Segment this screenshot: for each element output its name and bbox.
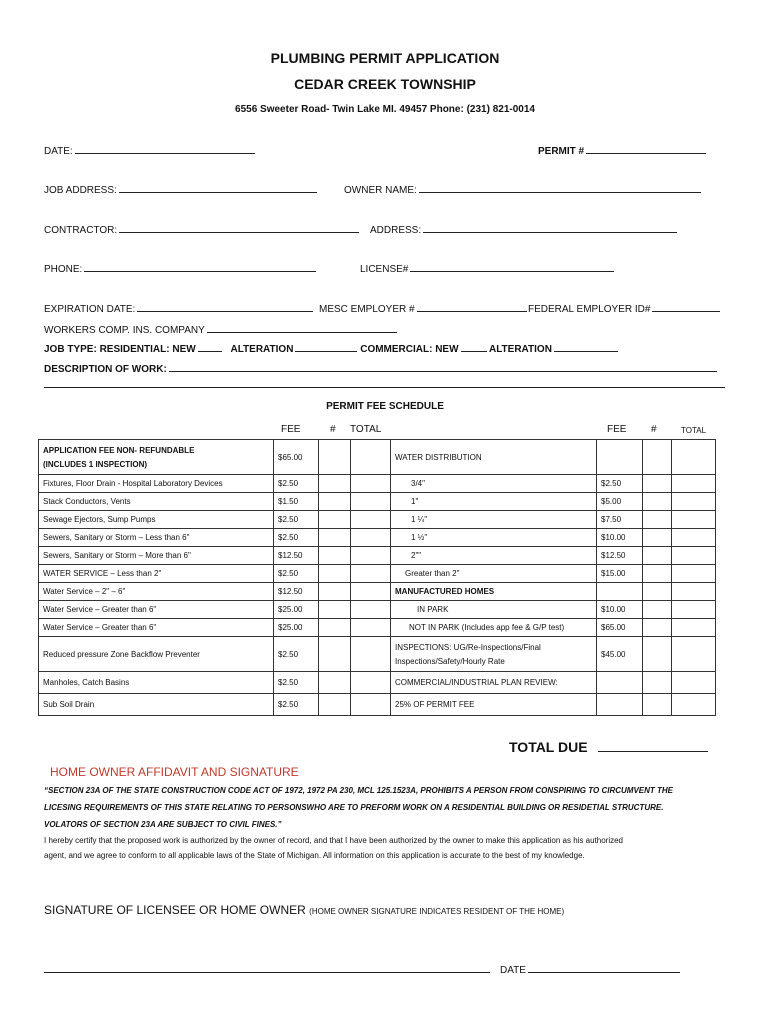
fee-header-right: FEE [607, 424, 627, 435]
contractor-address-field[interactable] [370, 222, 677, 236]
alteration-label: ALTERATION [230, 344, 294, 355]
fee-value-right [597, 440, 643, 475]
affidavit-heading: HOME OWNER AFFIDAVIT AND SIGNATURE [50, 765, 299, 779]
count-cell-right[interactable] [643, 493, 672, 511]
fee-value-right: $10.00 [597, 601, 643, 619]
permit-number-field[interactable] [538, 143, 706, 157]
count-cell-right[interactable] [643, 637, 672, 672]
fee-item-label-right [391, 529, 597, 547]
total-cell[interactable] [351, 583, 391, 601]
description-line-2[interactable] [44, 387, 725, 388]
mesc-label: MESC EMPLOYER # [319, 304, 415, 315]
fee-item-label [39, 529, 274, 547]
count-cell-right[interactable] [643, 529, 672, 547]
signature-date-line [528, 962, 680, 973]
date-line [75, 143, 255, 154]
fee-item-label [39, 619, 274, 637]
fee-item-label-right [391, 475, 597, 493]
fee-item-text: Stack Conductors, Vents [43, 497, 131, 506]
count-cell-right[interactable] [643, 565, 672, 583]
count-cell-right[interactable] [643, 547, 672, 565]
fee-value: $2.50 [274, 637, 319, 672]
fee-row [39, 619, 716, 637]
federal-line [652, 301, 720, 312]
total-cell-right[interactable] [672, 583, 716, 601]
fee-row [39, 637, 716, 672]
total-cell[interactable] [351, 694, 391, 716]
fee-item-text: Water Service – Greater than 6" [43, 623, 157, 632]
fee-item-label-right [391, 694, 597, 716]
alteration-line [295, 341, 357, 352]
num-header: # [330, 424, 336, 435]
fee-item-text: WATER SERVICE – Less than 2" [43, 569, 162, 578]
permit-label: PERMIT # [538, 146, 585, 157]
expiration-line [137, 301, 313, 312]
count-cell[interactable] [319, 547, 351, 565]
fee-row [39, 529, 716, 547]
count-cell-right[interactable] [643, 672, 672, 694]
fee-item-label-right [391, 619, 597, 637]
permit-line [586, 143, 706, 154]
fee-item-text: Sewers, Sanitary or Storm – Less than 6" [43, 533, 190, 542]
total-cell[interactable] [351, 637, 391, 672]
affidavit-line-2: LICESING REQUIREMENTS OF THIS STATE RELATING TO PERSONSWHO ARE TO PREFORM WORK ON A RESIDENTIAL BUILDING OR RESIDETIAL STRUCTURE. [44, 803, 664, 812]
license-field[interactable] [360, 261, 614, 275]
mesc-employer-field[interactable] [319, 301, 527, 315]
license-label: LICENSE# [360, 264, 409, 275]
fee-row [39, 511, 716, 529]
count-cell-right[interactable] [643, 475, 672, 493]
phone-line [84, 261, 316, 272]
commercial-new-label: COMMERCIAL: NEW [360, 344, 459, 355]
total-cell-right[interactable] [672, 475, 716, 493]
fee-item-text-right: MANUFACTURED HOMES [395, 587, 495, 596]
total-cell-right[interactable] [672, 694, 716, 716]
owner-name-line [419, 182, 701, 193]
fee-row [39, 601, 716, 619]
expiration-date-field[interactable] [44, 301, 313, 315]
fee-item-text-right: WATER DISTRIBUTION [395, 452, 482, 462]
total-cell[interactable] [351, 565, 391, 583]
total-cell-right[interactable] [672, 440, 716, 475]
count-cell[interactable] [319, 511, 351, 529]
fee-value-right: $7.50 [597, 511, 643, 529]
residential-new-line [198, 341, 222, 352]
total-cell-right[interactable] [672, 637, 716, 672]
job-address-line [119, 182, 317, 193]
description-line [169, 361, 717, 372]
fee-value: $2.50 [274, 475, 319, 493]
signature-line[interactable] [44, 972, 490, 973]
count-cell[interactable] [319, 583, 351, 601]
fee-item-text: Manholes, Catch Basins [43, 678, 130, 687]
fee-item-text-right: INSPECTIONS: UG/Re-Inspections/Final [395, 642, 541, 652]
job-type-field[interactable] [44, 341, 618, 355]
fee-item-text-right: IN PARK [417, 605, 449, 614]
fee-value-right: $45.00 [597, 637, 643, 672]
fee-value: $2.50 [274, 672, 319, 694]
fee-item-label [39, 601, 274, 619]
num-header-right: # [651, 424, 657, 435]
phone-field[interactable] [44, 261, 316, 275]
count-cell[interactable] [319, 565, 351, 583]
total-cell[interactable] [351, 672, 391, 694]
commercial-new-line [461, 341, 487, 352]
fee-item-text: Water Service – Greater than 6" [43, 605, 157, 614]
fee-item-text-2: (INCLUDES 1 INSPECTION) [43, 459, 148, 469]
contractor-field[interactable] [44, 222, 359, 236]
fee-value-right: $5.00 [597, 493, 643, 511]
count-cell-right[interactable] [643, 440, 672, 475]
workers-comp-field[interactable] [44, 322, 397, 336]
alteration2-label: ALTERATION [488, 344, 552, 355]
fee-row [39, 547, 716, 565]
fee-item-text: APPLICATION FEE NON- REFUNDABLE [43, 445, 195, 455]
fee-item-text-right: COMMERCIAL/INDUSTRIAL PLAN REVIEW: [395, 678, 558, 687]
count-cell-right[interactable] [643, 601, 672, 619]
fee-item-text-right: 25% OF PERMIT FEE [395, 700, 475, 709]
fee-item-label-right [391, 601, 597, 619]
count-cell[interactable] [319, 475, 351, 493]
total-header-right: TOTAL [681, 426, 707, 435]
total-cell-right[interactable] [672, 619, 716, 637]
fee-item-label-right [391, 583, 597, 601]
fee-item-text-right-2: Inspections/Safety/Hourly Rate [395, 656, 505, 666]
fee-row [39, 672, 716, 694]
fee-item-label [39, 440, 274, 475]
fee-value: $25.00 [274, 601, 319, 619]
total-cell[interactable] [351, 619, 391, 637]
workers-comp-line [207, 322, 397, 333]
fee-value-right: $2.50 [597, 475, 643, 493]
fee-item-label-right [391, 493, 597, 511]
fee-item-text-right: 1 ½" [411, 533, 428, 542]
count-cell[interactable] [319, 440, 351, 475]
total-cell-right[interactable] [672, 672, 716, 694]
form-title: PLUMBING PERMIT APPLICATION [270, 50, 500, 66]
signature-label: SIGNATURE OF LICENSEE OR HOME OWNER [44, 903, 306, 917]
contractor-label: CONTRACTOR: [44, 225, 118, 236]
fee-item-label [39, 511, 274, 529]
certification-line-2: agent, and we agree to conform to all applicable laws of the State of Michigan. All information on this application is accurate to the best of my knowledge. [44, 851, 585, 860]
fee-item-label [39, 583, 274, 601]
expiration-label: EXPIRATION DATE: [44, 304, 136, 315]
total-cell-right[interactable] [672, 547, 716, 565]
fee-item-label [39, 637, 274, 672]
phone-label: PHONE: [44, 264, 83, 275]
total-cell[interactable] [351, 601, 391, 619]
fee-item-text: Sub Soil Drain [43, 700, 95, 709]
count-cell-right[interactable] [643, 583, 672, 601]
mesc-line [417, 301, 527, 312]
owner-name-field[interactable] [344, 182, 701, 196]
total-cell[interactable] [351, 529, 391, 547]
fee-value-right: $15.00 [597, 565, 643, 583]
total-due-label: TOTAL DUE [509, 739, 588, 755]
fee-item-label-right [391, 440, 597, 475]
total-cell[interactable] [351, 440, 391, 475]
fee-value: $2.50 [274, 529, 319, 547]
fee-value-right [597, 694, 643, 716]
fee-row [39, 565, 716, 583]
fee-item-label [39, 694, 274, 716]
fee-item-text: Water Service – 2" – 6" [43, 587, 126, 596]
date-label: DATE: [44, 146, 73, 157]
signature-date-label: DATE [500, 965, 526, 976]
fee-value: $12.50 [274, 583, 319, 601]
fee-header: FEE [281, 424, 301, 435]
license-line [410, 261, 614, 272]
fee-schedule-table [38, 439, 716, 716]
signature-note: (HOME OWNER SIGNATURE INDICATES RESIDENT OF THE HOME) [309, 907, 565, 916]
fee-item-text-right: NOT IN PARK (Includes app fee & G/P test) [409, 623, 565, 632]
contractor-address-line [423, 222, 677, 233]
owner-name-label: OWNER NAME: [344, 185, 417, 196]
fee-value: $65.00 [274, 440, 319, 475]
total-cell[interactable] [351, 547, 391, 565]
count-cell[interactable] [319, 619, 351, 637]
total-cell-right[interactable] [672, 565, 716, 583]
contractor-address-label: ADDRESS: [370, 225, 422, 236]
fee-value: $25.00 [274, 619, 319, 637]
fee-item-text-right: Greater than 2" [405, 569, 460, 578]
signature-date-field[interactable] [500, 962, 680, 976]
fee-row [39, 493, 716, 511]
total-cell-right[interactable] [672, 529, 716, 547]
signature-heading [44, 903, 564, 917]
fee-item-label-right [391, 672, 597, 694]
job-type-label: JOB TYPE: RESIDENTIAL: NEW [44, 344, 196, 355]
total-due-line [598, 737, 708, 752]
fee-item-text: Sewage Ejectors, Sump Pumps [43, 515, 156, 524]
count-cell-right[interactable] [643, 511, 672, 529]
fee-value-right: $10.00 [597, 529, 643, 547]
job-address-field[interactable] [44, 182, 317, 196]
fee-value-right [597, 672, 643, 694]
fee-item-text-right: 3/4" [411, 479, 425, 488]
total-cell[interactable] [351, 511, 391, 529]
description-label: DESCRIPTION OF WORK: [44, 364, 167, 375]
count-cell[interactable] [319, 672, 351, 694]
affidavit-line-1: “SECTION 23A OF THE STATE CONSTRUCTION CODE ACT OF 1972, 1972 PA 230, MCL 125.1523A, PROHIBITS A PERSON FROM CONSPIRING TO CIRCUMVENT THE [44, 786, 673, 795]
federal-label: FEDERAL EMPLOYER ID# [528, 304, 651, 315]
total-cell-right[interactable] [672, 511, 716, 529]
fee-item-label-right [391, 511, 597, 529]
fee-item-label [39, 547, 274, 565]
total-cell-right[interactable] [672, 493, 716, 511]
fee-value-right: $12.50 [597, 547, 643, 565]
fee-item-text: Fixtures, Floor Drain - Hospital Laboratory Devices [43, 479, 223, 488]
township-address: 6556 Sweeter Road- Twin Lake MI. 49457 Phone: (231) 821-0014 [235, 104, 535, 115]
fee-value-right [597, 583, 643, 601]
total-cell[interactable] [351, 493, 391, 511]
date-field[interactable] [44, 143, 255, 157]
fee-item-label-right [391, 637, 597, 672]
fee-item-label [39, 493, 274, 511]
schedule-title: PERMIT FEE SCHEDULE [326, 401, 444, 412]
count-cell[interactable] [319, 493, 351, 511]
fee-value-right: $65.00 [597, 619, 643, 637]
alteration2-line [554, 341, 618, 352]
total-cell-right[interactable] [672, 601, 716, 619]
count-cell[interactable] [319, 601, 351, 619]
count-cell[interactable] [319, 637, 351, 672]
fee-value: $2.50 [274, 511, 319, 529]
count-cell[interactable] [319, 694, 351, 716]
description-field[interactable] [44, 361, 717, 375]
job-address-label: JOB ADDRESS: [44, 185, 117, 196]
fee-value: $2.50 [274, 565, 319, 583]
fee-item-label [39, 565, 274, 583]
fee-item-text-right: 1 ¼" [411, 515, 428, 524]
fee-item-label-right [391, 565, 597, 583]
count-cell-right[interactable] [643, 619, 672, 637]
count-cell-right[interactable] [643, 694, 672, 716]
fee-value: $1.50 [274, 493, 319, 511]
affidavit-line-3: VOLATORS OF SECTION 23A ARE SUBJECT TO CIVIL FINES.” [44, 820, 282, 829]
fee-row [39, 583, 716, 601]
federal-employer-field[interactable] [528, 301, 720, 315]
fee-value: $2.50 [274, 694, 319, 716]
fee-item-label [39, 475, 274, 493]
fee-item-text-right: 2"" [411, 551, 422, 560]
count-cell[interactable] [319, 529, 351, 547]
workers-comp-label: WORKERS COMP. INS. COMPANY [44, 325, 205, 336]
fee-row [39, 440, 716, 475]
fee-item-text: Reduced pressure Zone Backflow Preventer [43, 649, 200, 659]
fee-value: $12.50 [274, 547, 319, 565]
fee-item-text-right: 1" [411, 497, 419, 506]
fee-row [39, 475, 716, 493]
total-due-field[interactable] [509, 737, 708, 755]
township-name: CEDAR CREEK TOWNSHIP [294, 76, 476, 92]
certification-line-1: I hereby certify that the proposed work is authorized by the owner of record, and that I have been authorized by the owner to make this application as his authorized [44, 836, 624, 845]
fee-item-label [39, 672, 274, 694]
fee-item-text: Sewers, Sanitary or Storm – More than 6" [43, 551, 191, 560]
contractor-line [119, 222, 359, 233]
total-cell[interactable] [351, 475, 391, 493]
fee-item-label-right [391, 547, 597, 565]
fee-row [39, 694, 716, 716]
total-header: TOTAL [350, 424, 382, 435]
